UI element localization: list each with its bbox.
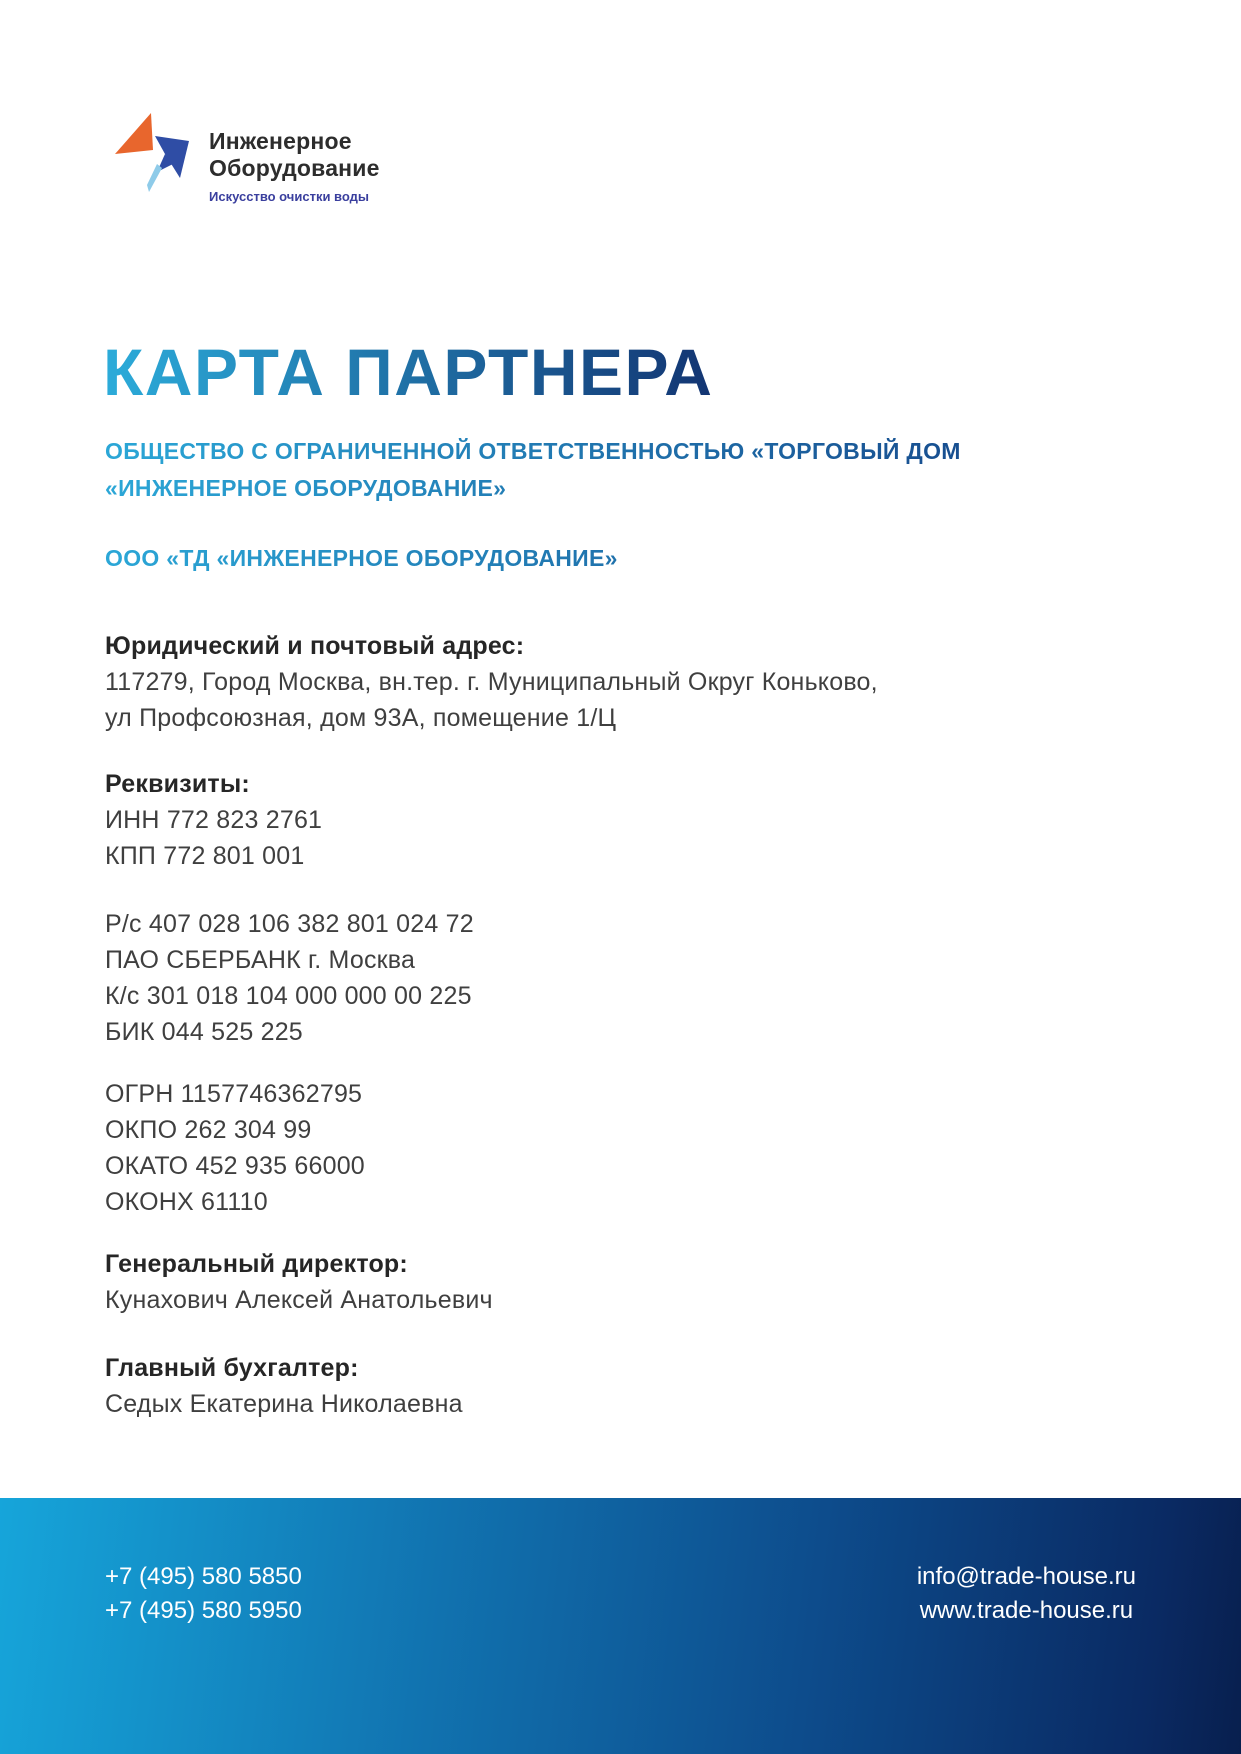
- kpp-value: КПП 772 801 001: [105, 842, 305, 870]
- phone-primary: +7 (495) 580 5850: [105, 1563, 302, 1590]
- bank-name-value: ПАО СБЕРБАНК г. Москва: [105, 946, 416, 974]
- accountant-label: Главный бухгалтер:: [105, 1354, 359, 1382]
- accountant-section: [105, 1350, 463, 1422]
- logo-name-line2: Оборудование: [209, 155, 380, 181]
- page-title: КАРТА ПАРТНЕРА: [103, 335, 714, 409]
- ogrn-value: ОГРН 1157746362795: [105, 1080, 363, 1108]
- requisites-label: Реквизиты:: [105, 770, 250, 798]
- bank-details-section: [105, 906, 474, 1050]
- address-line-2: ул Профсоюзная, дом 93А, помещение 1/Ц: [105, 704, 617, 732]
- okato-value: ОКАТО 452 935 66000: [105, 1152, 365, 1180]
- company-full-name-line2: «ИНЖЕНЕРНОЕ ОБОРУДОВАНИЕ»: [105, 475, 507, 501]
- logo-pinwheel-icon: [105, 108, 189, 192]
- bik-value: БИК 044 525 225: [105, 1018, 303, 1046]
- logo-tagline: Искусство очистки воды: [209, 189, 369, 204]
- phone-secondary: +7 (495) 580 5950: [105, 1597, 302, 1624]
- footer-website: www.trade-house.ru: [919, 1597, 1134, 1624]
- logo-name-line1: Инженерное: [209, 128, 352, 154]
- okonh-value: ОКОНХ 61110: [105, 1188, 268, 1216]
- company-full-name-line1: ОБЩЕСТВО С ОГРАНИЧЕННОЙ ОТВЕТСТВЕННОСТЬЮ «ТОРГОВЫЙ ДОМ: [105, 438, 961, 464]
- footer-band: [0, 1498, 1241, 1754]
- address-label: Юридический и почтовый адрес:: [105, 632, 525, 660]
- company-logo: [105, 108, 380, 204]
- company-short-name: ООО «ТД «ИНЖЕНЕРНОЕ ОБОРУДОВАНИЕ»: [105, 540, 618, 577]
- director-label: Генеральный директор:: [105, 1250, 408, 1278]
- registration-codes-section: [105, 1076, 365, 1220]
- settlement-account-value: Р/с 407 028 106 382 801 024 72: [105, 910, 474, 938]
- okpo-value: ОКПО 262 304 99: [105, 1116, 312, 1144]
- address-section: [105, 628, 878, 736]
- footer-email: info@trade-house.ru: [916, 1563, 1136, 1590]
- director-section: [105, 1246, 493, 1318]
- logo-text: [209, 128, 380, 204]
- requisites-section: [105, 766, 322, 874]
- director-name: Кунахович Алексей Анатольевич: [105, 1286, 493, 1314]
- accountant-name: Седых Екатерина Николаевна: [105, 1390, 463, 1418]
- company-full-name: [105, 433, 961, 507]
- footer-links: [917, 1560, 1136, 1628]
- footer-phones: [105, 1560, 302, 1628]
- correspondent-account-value: К/с 301 018 104 000 000 00 225: [105, 982, 472, 1010]
- inn-value: ИНН 772 823 2761: [105, 806, 323, 834]
- address-line-1: 117279, Город Москва, вн.тер. г. Муниципальный Округ Коньково,: [105, 668, 878, 696]
